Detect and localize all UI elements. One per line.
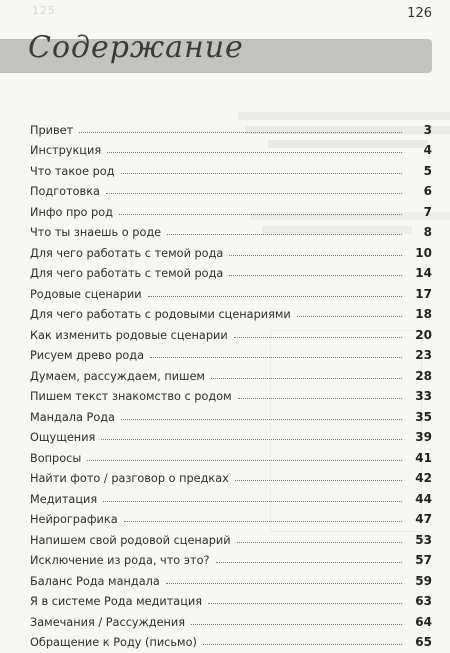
toc-entry xyxy=(30,629,432,650)
toc-dot-leader xyxy=(107,152,402,153)
toc-entry xyxy=(30,506,432,527)
toc-entry xyxy=(30,280,432,301)
toc-entry-label: Для чего работать с темой рода xyxy=(30,267,224,280)
toc-entry-page: 63 xyxy=(415,594,432,608)
toc-entry xyxy=(30,362,432,383)
bleed-page-number: 125 xyxy=(32,4,56,17)
toc-entry xyxy=(30,342,432,363)
toc-entry xyxy=(30,137,432,158)
toc-entry-label: Ощущения xyxy=(30,431,96,444)
toc-entry-label: Мандала Рода xyxy=(30,410,115,424)
toc-entry xyxy=(30,547,432,568)
toc-dot-leader xyxy=(121,419,402,420)
toc-dot-leader xyxy=(166,583,402,584)
toc-dot-leader xyxy=(103,501,402,502)
toc-dot-leader xyxy=(234,337,402,338)
toc-entry-page: 59 xyxy=(415,573,432,588)
toc-entry-label: Подготовка xyxy=(30,185,100,198)
page-number: 126 xyxy=(407,6,432,21)
toc-entry-label: Баланс Рода мандала xyxy=(30,574,160,588)
toc-entry-label: Напишем свой родовой сценарий xyxy=(30,533,231,547)
toc-entry-label: Рисуем древо рода xyxy=(30,349,145,362)
toc-entry-page: 42 xyxy=(415,471,432,485)
toc-entry xyxy=(30,239,432,260)
toc-entry xyxy=(30,116,432,137)
toc-entry-page: 4 xyxy=(423,143,432,157)
toc-dot-leader xyxy=(150,357,402,358)
toc-dot-leader xyxy=(148,296,402,297)
table-of-contents xyxy=(30,116,432,649)
toc-entry-page: 41 xyxy=(415,450,432,465)
toc-entry-label: Найти фото / разговор о предках xyxy=(30,472,229,485)
toc-entry-page: 35 xyxy=(415,409,432,424)
toc-dot-leader xyxy=(235,480,402,481)
toc-dot-leader xyxy=(191,624,402,625)
toc-dot-leader xyxy=(167,234,402,235)
toc-entry xyxy=(30,588,432,609)
toc-entry-page: 5 xyxy=(423,163,432,178)
toc-entry-label: Пишем текст знакомство с родом xyxy=(30,390,232,403)
toc-entry-page: 57 xyxy=(415,553,432,567)
toc-entry xyxy=(30,321,432,342)
toc-entry-page: 47 xyxy=(415,512,432,526)
toc-entry-page: 10 xyxy=(415,245,432,260)
toc-entry xyxy=(30,157,432,178)
toc-dot-leader xyxy=(203,644,402,645)
toc-entry-label: Родовые сценарии xyxy=(30,287,142,301)
toc-entry-page: 39 xyxy=(415,430,432,444)
toc-entry xyxy=(30,465,432,486)
page-title: Содержание xyxy=(28,30,244,65)
toc-entry-label: Инфо про род xyxy=(30,205,113,219)
toc-dot-leader xyxy=(121,173,402,174)
toc-entry-label: Что такое род xyxy=(30,164,115,178)
toc-entry-label: Для чего работать с темой рода xyxy=(30,246,224,260)
toc-dot-leader xyxy=(79,132,402,133)
toc-entry-page: 28 xyxy=(415,368,432,383)
toc-dot-leader xyxy=(216,562,403,563)
toc-entry xyxy=(30,444,432,465)
toc-entry xyxy=(30,608,432,629)
toc-entry-label: Для чего работать с родовыми сценариями xyxy=(30,308,291,321)
toc-entry-label: Медитация xyxy=(30,492,98,506)
toc-entry xyxy=(30,485,432,506)
toc-entry-page: 64 xyxy=(415,614,432,629)
toc-entry-label: Я в системе Рода медитация xyxy=(30,595,203,608)
toc-entry-page: 7 xyxy=(423,204,432,219)
toc-entry xyxy=(30,526,432,547)
toc-entry-page: 65 xyxy=(415,635,432,649)
toc-entry-label: Думаем, рассуждаем, пишем xyxy=(30,369,205,383)
toc-dot-leader xyxy=(101,439,402,440)
toc-entry-label: Замечания / Рассуждения xyxy=(30,615,186,629)
toc-entry xyxy=(30,301,432,322)
toc-entry-page: 33 xyxy=(415,389,432,403)
toc-dot-leader xyxy=(229,275,402,276)
toc-entry-label: Исключение из рода, что это? xyxy=(30,554,210,567)
toc-entry xyxy=(30,567,432,588)
toc-entry-label: Как изменить родовые сценарии xyxy=(30,328,228,342)
toc-entry-page: 23 xyxy=(415,348,432,362)
toc-entry-page: 20 xyxy=(415,327,432,342)
toc-dot-leader xyxy=(87,460,402,461)
toc-entry xyxy=(30,424,432,445)
toc-entry-page: 53 xyxy=(415,532,432,547)
toc-dot-leader xyxy=(106,193,402,194)
toc-entry-label: Привет xyxy=(30,123,74,137)
toc-entry-page: 6 xyxy=(423,184,432,198)
toc-entry-label: Обращение к Роду (письмо) xyxy=(30,636,197,649)
toc-entry xyxy=(30,403,432,424)
toc-entry xyxy=(30,260,432,281)
toc-dot-leader xyxy=(237,542,402,543)
toc-entry-page: 8 xyxy=(423,225,432,239)
toc-entry-page: 44 xyxy=(415,491,432,506)
toc-entry xyxy=(30,219,432,240)
toc-dot-leader xyxy=(208,603,402,604)
toc-dot-leader xyxy=(211,378,402,379)
toc-entry-label: Вопросы xyxy=(30,451,82,465)
toc-dot-leader xyxy=(229,255,402,256)
toc-entry-page: 18 xyxy=(415,307,432,321)
toc-dot-leader xyxy=(297,316,402,317)
toc-entry xyxy=(30,383,432,404)
toc-dot-leader xyxy=(238,398,402,399)
toc-entry-page: 3 xyxy=(423,122,432,137)
toc-entry-page: 14 xyxy=(415,266,432,280)
toc-dot-leader xyxy=(119,214,402,215)
toc-entry-label: Нейрографика xyxy=(30,513,118,526)
toc-entry xyxy=(30,178,432,199)
toc-dot-leader xyxy=(124,521,402,522)
toc-entry-label: Что ты знаешь о роде xyxy=(30,226,162,239)
toc-entry-label: Инструкция xyxy=(30,144,102,157)
toc-entry-page: 17 xyxy=(415,286,432,301)
toc-entry xyxy=(30,198,432,219)
